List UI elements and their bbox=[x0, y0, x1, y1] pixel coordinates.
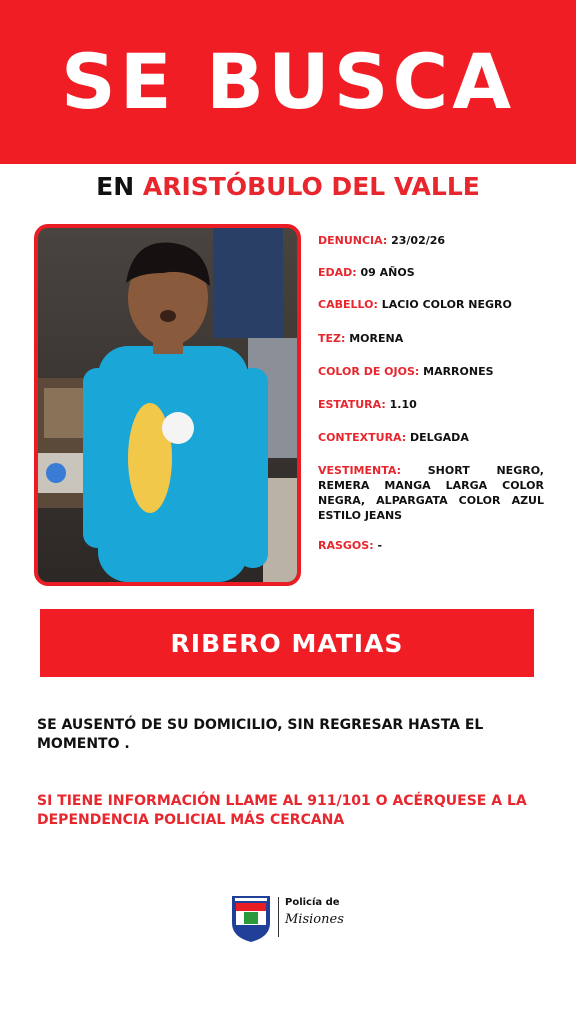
detail-label: EDAD: bbox=[318, 266, 357, 279]
location-prefix: EN bbox=[96, 172, 135, 201]
detail-value: LACIO COLOR NEGRO bbox=[377, 298, 512, 311]
photo-illustration bbox=[38, 228, 297, 582]
page-title: SE BUSCA bbox=[60, 37, 516, 126]
detail-value: MORENA bbox=[345, 332, 404, 345]
detail-label: DENUNCIA: bbox=[318, 234, 388, 247]
detail-value: 23/02/26 bbox=[387, 234, 446, 247]
logo-divider bbox=[278, 897, 279, 937]
contact-instructions: SI TIENE INFORMACIÓN LLAME AL 911/101 O ACÉRQUESE A LA DEPENDENCIA POLICIAL MÁS CERCANA bbox=[37, 793, 527, 828]
detail-label: CABELLO: bbox=[318, 298, 378, 311]
detail-label: TEZ: bbox=[318, 332, 346, 345]
detail-ojos bbox=[318, 364, 544, 379]
detail-cabello bbox=[318, 297, 544, 312]
location-heading bbox=[0, 170, 576, 204]
detail-estatura bbox=[318, 397, 544, 412]
detail-rasgos bbox=[318, 538, 544, 553]
absence-description: SE AUSENTÓ DE SU DOMICILIO, SIN REGRESAR HASTA EL MOMENTO . bbox=[37, 717, 484, 752]
header-banner bbox=[0, 0, 576, 164]
detail-denuncia bbox=[318, 233, 544, 248]
detail-value: - bbox=[373, 539, 383, 552]
detail-value: MARRONES bbox=[419, 365, 494, 378]
detail-label: VESTIMENTA: bbox=[318, 464, 401, 477]
logo-line1: Policía de bbox=[285, 897, 340, 908]
detail-vestimenta bbox=[318, 463, 544, 523]
police-logo bbox=[230, 893, 350, 945]
detail-value: 1.10 bbox=[385, 398, 417, 411]
detail-label: ESTATURA: bbox=[318, 398, 386, 411]
detail-edad bbox=[318, 265, 544, 280]
detail-value: SHORT NEGRO, REMERA MANGA LARGA COLOR NEGRA, ALPARGATA COLOR AZUL ESTILO JEANS bbox=[318, 464, 544, 522]
logo-line2: Misiones bbox=[285, 912, 344, 927]
detail-value: 09 AÑOS bbox=[356, 266, 415, 279]
name-banner bbox=[40, 609, 534, 677]
detail-value: DELGADA bbox=[406, 431, 469, 444]
missing-person-photo bbox=[34, 224, 301, 586]
detail-contextura bbox=[318, 430, 544, 445]
person-name: RIBERO MATIAS bbox=[170, 628, 404, 658]
detail-label: COLOR DE OJOS: bbox=[318, 365, 420, 378]
detail-label: CONTEXTURA: bbox=[318, 431, 407, 444]
police-badge-icon bbox=[230, 893, 272, 943]
location-place: ARISTÓBULO DEL VALLE bbox=[142, 172, 480, 201]
detail-tez bbox=[318, 331, 544, 346]
detail-label: RASGOS: bbox=[318, 539, 374, 552]
